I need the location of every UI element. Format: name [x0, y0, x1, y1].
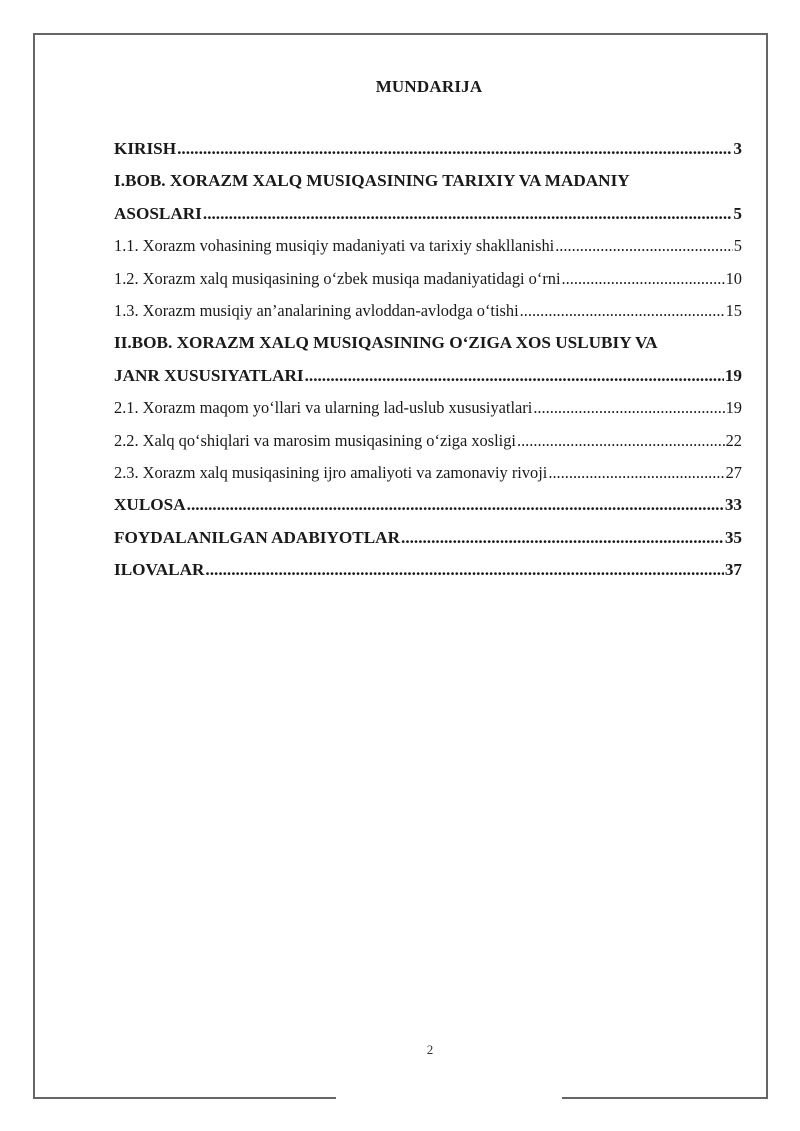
toc-entry-title: II.BOB. XORAZM XALQ MUSIQASINING O‘ZIGA XOS USLUBIY VA — [114, 333, 658, 353]
toc-leader — [203, 198, 733, 230]
toc-leader — [205, 554, 723, 586]
toc-entry-title: 2.1. Xorazm maqom yo‘llari va ularning lad-uslub xususiyatlari — [114, 398, 533, 418]
page-border-top — [33, 33, 768, 35]
toc-entry[interactable] — [114, 133, 742, 165]
toc-entry-title: JANR XUSUSIYATLARI — [114, 365, 304, 385]
toc-entry-page: 3 — [733, 139, 742, 158]
toc-leader — [520, 295, 725, 327]
toc-entry[interactable] — [114, 263, 742, 295]
toc-entry-page: 5 — [733, 203, 742, 223]
page-border-bottom-left — [33, 1097, 336, 1099]
toc-entry[interactable] — [114, 198, 742, 230]
toc-entry-page: 15 — [725, 300, 742, 320]
toc-entry-title: ILOVALAR — [114, 560, 205, 580]
table-of-contents — [114, 133, 742, 586]
toc-entry[interactable] — [114, 489, 742, 521]
toc-leader — [517, 425, 725, 457]
toc-leader — [548, 457, 724, 489]
toc-entry-title: 1.1. Xorazm vohasining musiqiy madaniyati va tarixiy shakllanishi — [114, 236, 555, 256]
toc-entry[interactable] — [114, 554, 742, 586]
toc-entry-title: 1.3. Xorazm musiqiy an’analarining avloddan-avlodga o‘tishi — [114, 300, 519, 320]
toc-entry[interactable] — [114, 425, 742, 457]
toc-entry[interactable] — [114, 230, 742, 262]
toc-entry-page: 35 — [724, 527, 742, 547]
toc-leader — [305, 360, 724, 392]
page-border-bottom-right — [562, 1097, 768, 1099]
toc-entry-page: 19 — [725, 398, 742, 418]
toc-entry-title: 2.2. Xalq qo‘shiqlari va marosim musiqasining o‘ziga xosligi — [114, 430, 516, 450]
toc-leader — [177, 133, 732, 165]
toc-entry[interactable] — [114, 327, 742, 359]
toc-entry-page: 27 — [725, 462, 742, 482]
toc-leader — [187, 489, 724, 521]
toc-entry[interactable] — [114, 165, 742, 197]
toc-leader — [533, 392, 724, 424]
toc-entry-title: ASOSLARI — [114, 203, 202, 223]
toc-entry[interactable] — [114, 457, 742, 489]
toc-entry-page: 10 — [725, 268, 742, 288]
toc-entry-page: 22 — [725, 430, 742, 450]
toc-entry[interactable] — [114, 392, 742, 424]
toc-entry-title: 1.2. Xorazm xalq musiqasining o‘zbek musiqa madaniyatidagi o‘rni — [114, 268, 561, 288]
toc-entry[interactable] — [114, 360, 742, 392]
toc-entry-page: 19 — [724, 365, 742, 385]
toc-entry[interactable] — [114, 522, 742, 554]
toc-entry[interactable] — [114, 295, 742, 327]
toc-entry-title: I.BOB. XORAZM XALQ MUSIQASINING TARIXIY VA MADANIY — [114, 171, 630, 191]
page-border-right — [766, 33, 768, 1099]
page-title: MUNDARIJA — [375, 77, 483, 96]
toc-entry-title: KIRISH — [114, 139, 177, 158]
toc-entry-title: FOYDALANILGAN ADABIYOTLAR — [114, 527, 401, 547]
toc-leader — [401, 522, 724, 554]
toc-entry-title: XULOSA — [114, 495, 186, 515]
page-number: 2 — [426, 1042, 434, 1057]
page-border-left — [33, 33, 35, 1099]
toc-entry-page: 5 — [733, 236, 742, 256]
toc-leader — [555, 230, 733, 262]
toc-entry-page: 33 — [724, 495, 742, 515]
toc-entry-page: 37 — [724, 560, 742, 580]
toc-leader — [562, 263, 725, 295]
toc-entry-title: 2.3. Xorazm xalq musiqasining ijro amaliyoti va zamonaviy rivoji — [114, 462, 548, 482]
